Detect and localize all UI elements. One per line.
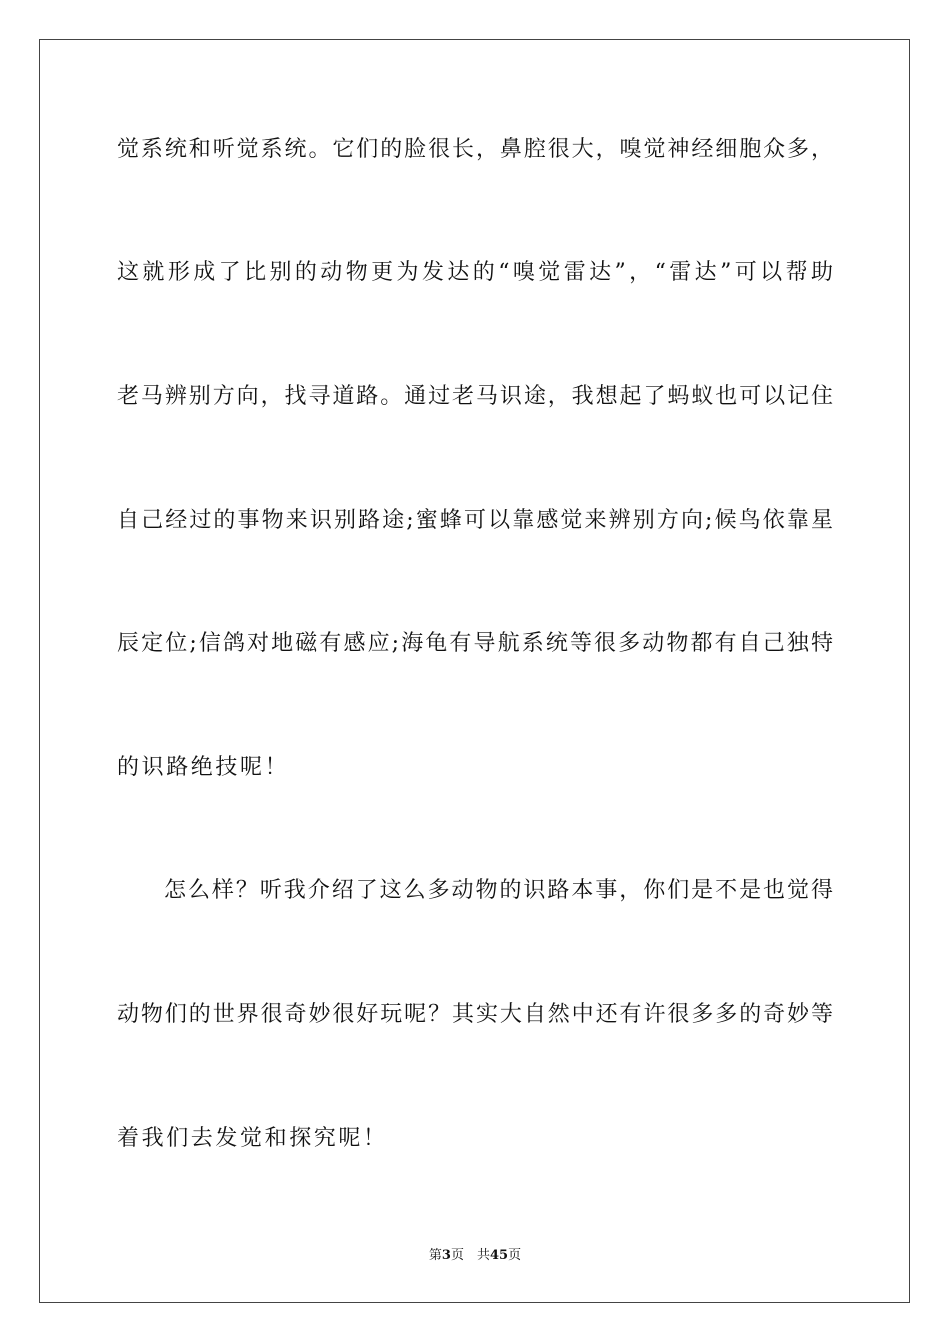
footer-suffix: 页 [508,1248,522,1263]
page-frame [39,39,910,1303]
text-line-3: 老马辨别方向，找寻道路。通过老马识途，我想起了蚂蚁也可以记住 [117,384,833,409]
footer-mid: 页 共 [450,1248,490,1263]
text-line-9: 着我们去发觉和探究呢！ [117,1126,388,1151]
text-line-7-paragraph-start: 怎么样？听我介绍了这么多动物的识路本事，你们是不是也觉得 [164,878,833,903]
text-line-8: 动物们的世界很奇妙很好玩呢？其实大自然中还有许很多多的奇妙等 [117,1002,833,1027]
text-line-5: 辰定位;信鸽对地磁有感应;海龟有导航系统等很多动物都有自己独特 [117,631,833,656]
text-line-4: 自己经过的事物来识别路途;蜜蜂可以靠感觉来辨别方向;候鸟依靠星 [117,508,833,533]
text-line-2: 这就形成了比别的动物更为发达的“嗅觉雷达”，“雷达”可以帮助 [117,260,833,285]
text-line-6: 的识路绝技呢！ [117,755,290,780]
current-page-number: 3 [441,1248,451,1263]
page-number-footer [0,1248,950,1264]
footer-prefix: 第 [428,1248,442,1263]
total-pages-number: 45 [489,1248,509,1263]
text-line-1: 觉系统和听觉系统。它们的脸很长，鼻腔很大，嗅觉神经细胞众多， [117,137,833,162]
